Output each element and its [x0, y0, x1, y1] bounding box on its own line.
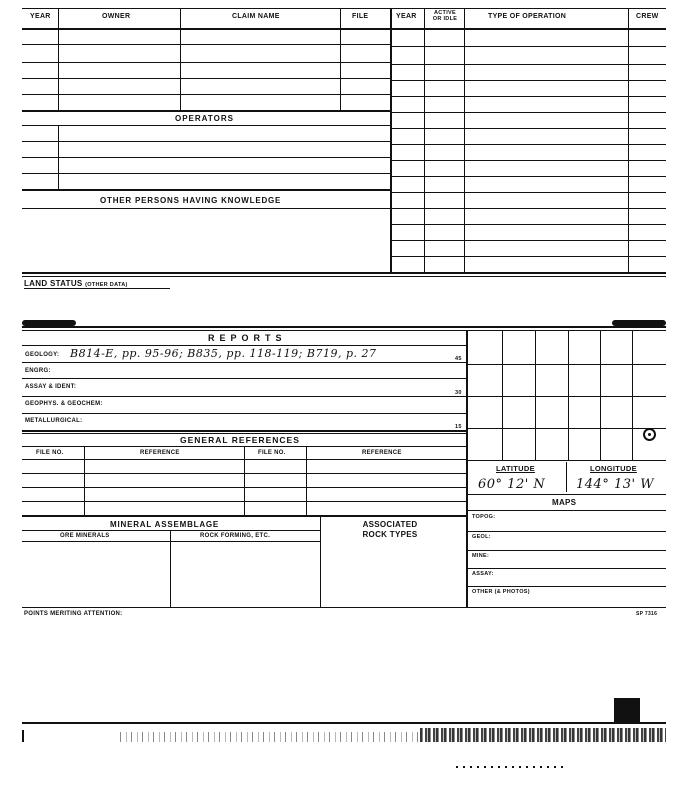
longitude-value: 144° 13' W: [576, 477, 655, 492]
latitude-label: LATITUDE: [496, 464, 535, 473]
report-num-15: 15: [455, 424, 462, 430]
header-file: FILE: [352, 13, 369, 20]
associated-rock-types-label: ASSOCIATED ROCK TYPES: [362, 520, 418, 539]
gr-header-file-no-1: FILE NO.: [36, 450, 64, 456]
report-label-geophys: GEOPHYS. & GEOCHEM:: [25, 401, 103, 407]
header-active-or-idle: ACTIVE OR IDLE: [432, 10, 458, 22]
map-item-other: OTHER (& PHOTOS): [472, 589, 530, 595]
ore-minerals-label: ORE MINERALS: [60, 533, 110, 539]
gr-header-reference-2: REFERENCE: [362, 450, 402, 456]
header-type-of-operation: TYPE OF OPERATION: [488, 13, 567, 20]
report-value-geology: B814-E, pp. 95-96; B835, pp. 118-119; B719, p. 27: [70, 347, 377, 360]
points-meriting-attention-label: POINTS MERITING ATTENTION:: [24, 611, 123, 617]
land-status-label: [24, 279, 128, 288]
longitude-label: LONGITUDE: [590, 464, 637, 473]
header-owner: OWNER: [102, 13, 131, 20]
report-num-45: 45: [455, 356, 462, 362]
report-label-metallurgical: METALLURGICAL:: [25, 418, 83, 424]
header-claim-name: CLAIM NAME: [232, 13, 280, 20]
map-item-assay: ASSAY:: [472, 571, 494, 577]
reports-title: REPORTS: [208, 333, 287, 343]
rock-forming-label: ROCK FORMING, ETC.: [200, 533, 271, 539]
land-status-sublabel: (OTHER DATA): [85, 282, 128, 288]
header-year: YEAR: [30, 13, 51, 20]
land-status-title: LAND STATUS: [24, 279, 83, 288]
mineral-assemblage-title: MINERAL ASSEMBLAGE: [110, 520, 220, 529]
report-label-geology: GEOLOGY:: [25, 352, 60, 358]
gr-header-file-no-2: FILE NO.: [258, 450, 286, 456]
report-num-30: 30: [455, 390, 462, 396]
latitude-value: 60° 12' N: [478, 477, 546, 492]
maps-title: MAPS: [552, 498, 577, 507]
operators-label: OPERATORS: [175, 114, 234, 123]
header-crew: CREW: [636, 13, 659, 20]
map-item-geol: GEOL:: [472, 534, 491, 540]
map-item-mine: MINE:: [472, 553, 490, 559]
report-label-engrg: ENGRG:: [25, 368, 51, 374]
map-item-topog: TOPOG:: [472, 514, 496, 520]
header-year-2: YEAR: [396, 13, 417, 20]
form-number: SP 7316: [636, 611, 658, 617]
report-label-assay: ASSAY & IDENT:: [25, 384, 77, 390]
other-persons-label: OTHER PERSONS HAVING KNOWLEDGE: [100, 196, 282, 205]
location-marker-icon: [643, 428, 656, 441]
gr-header-reference-1: REFERENCE: [140, 450, 180, 456]
general-references-title: GENERAL REFERENCES: [180, 435, 300, 445]
